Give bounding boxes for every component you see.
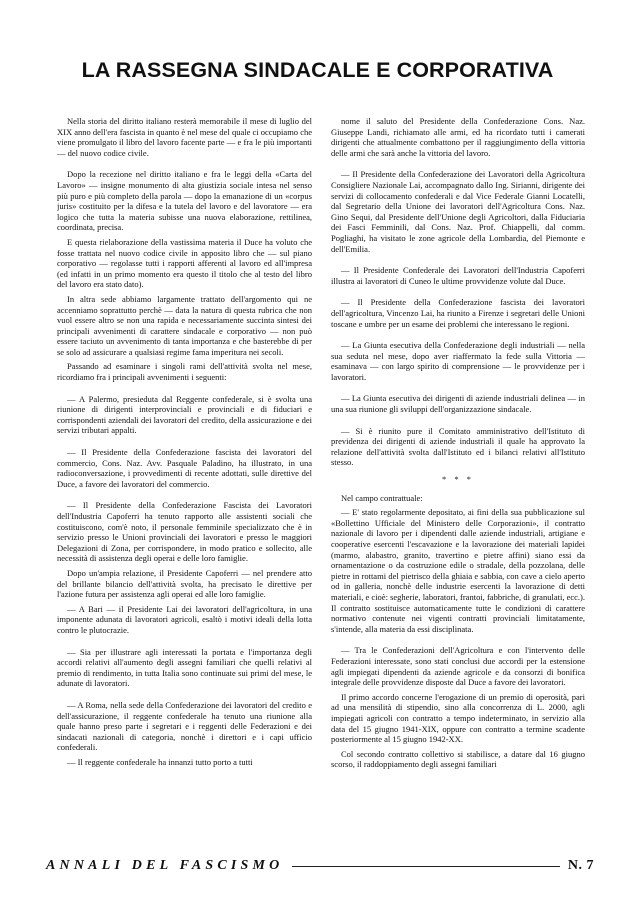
paragraph: Nella storia del diritto italiano resterà memorabile il mese di luglio del XIX anno dell'era fascista in quanto è nel mese del quale ci occupiamo che viene promulgato il libro del lavoro facente parte — e fra le più importanti — del nuovo codice civile. (57, 116, 312, 158)
paragraph: — La Giunta esecutiva della Confederazione degli industriali — nella sua seduta nel mese, dopo aver riaffermato la fede sulla Vittoria — esaminava — con largo spirito di comprensione — le provvidenze per i lavoratori. (331, 340, 585, 382)
issue-number: N. 7 (567, 858, 594, 873)
journal-name: ANNALI DEL FASCISMO (46, 858, 284, 873)
paragraph: — E' stato regolarmente depositato, ai fini della sua pubblicazione sul «Bollettino Ufficiale del Ministero delle Corporazioni», il contratto nazionale di lavoro per i dipendenti dalle aziende industriali, artigiane e cooperative esercenti l'escavazione e la lavorazione dei materiali lapidei (marmo, alabastro, granito, travertino e pietre affini) siano essi da ornamentazione o da costruzione edile o stradale, della pozzolana, delle pietre in rottami del pietrisco della ghiaia e sabbia, con cave a cielo aperto od in galleria, nonchè delle industrie esercenti la lavorazione di detti materiali, e cioè: segherie, laboratori, frantoi, fabbriche, di granulati, ecc.). Il contratto sostituisce automaticamente tutte le condizioni di carattere normativo contenute nei vigenti contratti provinciali limitatamente, s'intende, alla materia da essi disciplinata. (331, 507, 585, 634)
paragraph: Dopo la recezione nel diritto italiano e fra le leggi della «Carta del Lavoro» — insigne monumento di alta giustizia sociale intesa nel senso più puro e più completo della parola — dopo la emanazione di un «corpus juris» costituito per la difesa e la tutela del lavoro e del lavoratore — era logico che tutta la materia subisse una nuova elaborazione, rettilinea, coordinata, precisa. (57, 169, 312, 233)
paragraph: — La Giunta esecutiva dei dirigenti di aziende industriali delinea — in una sua riunione gli sviluppi dell'organizzazione sindacale. (331, 393, 585, 415)
paragraph: Il primo accordo concerne l'erogazione di un premio di operosità, pari ad una mensilità di stipendio, sino alla concorrenza di L. 2000, agli impiegati agricoli con contratto a tempo indeterminato, in servizio alla data del 15 giugno 1941-XIX, oppure con contratto a termine scadente posteriormente al 15 giugno 1942-XX. (331, 691, 585, 745)
paragraph: — Il reggente confederale ha innanzi tutto porto a tutti (67, 756, 253, 767)
paragraph: — Sia per illustrare agli interessati la portata e l'importanza degli accordi relativi all'aumento degli assegni familiari che quelli relativi al premio di rendimento, in tutta Italia sono continuate sui primi del mese, le adunate di lavoratori. (57, 646, 312, 689)
paragraph: — Si è riunito pure il Comitato amministrativo dell'Istituto di previdenza dei dirigenti di aziende industriali il quale ha approvato la relazione dell'attività svolta dall'Istituto ed i bilanci relativi all'Istituto stesso. (331, 425, 585, 468)
paragraph: Passando ad esaminare i singoli rami dell'attività svolta nel mese, ricordiamo fra i principali avvenimenti i seguenti: (57, 361, 312, 383)
footer-rule (292, 866, 560, 867)
paragraph: — Il Presidente della Confederazione Fascista dei Lavoratori dell'Industria Capoferri ha tenuto rapporto alle assistenti sociali che costituiscono, com'è noto, il personale femminile specializzato che è in servizio presso le Unioni provinciali dei lavoratori e presso le maggiori Delegazioni di Zona, per corrispondere, in modo pratico e sollecito, alle necessità di assistenza degli operai e delle loro famiglie. (57, 500, 312, 564)
paragraph: Dopo un'ampia relazione, il Presidente Capoferri — nel prendere atto del brillante bilancio dell'attività svolta, ha precisato le direttive per l'azione futura per assistenza agli operai ed alle loro famiglie. (57, 567, 312, 600)
paragraph: — Tra le Confederazioni dell'Agricoltura e con l'intervento delle Federazioni interessate, sono stati conclusi due accordi per la estensione agli impiegati dipendenti da aziende agricole e da consorzi di bonifica integrale delle provvidenze disposte dal Duce a favore dei lavoratori. (331, 645, 585, 688)
paragraph: — Il Presidente della Confederazione fascista dei lavoratori del commercio, Cons. Naz. Avv. Pasquale Paladino, ha illustrato, in una radioconversazione, i provvedimenti di recente adottati, sulle direttive del Duce, a favore dei lavoratori del commercio. (57, 447, 312, 489)
paragraph: — Il Presidente Confederale dei Lavoratori dell'Industria Capoferri illustra ai lavoratori di Cuneo le ultime provvidenze volute dal Duce. (331, 265, 585, 286)
page-footer (46, 858, 594, 874)
paragraph: — A Roma, nella sede della Confederazione dei lavoratori del credito e dell'assicurazione, il reggente confederale ha tenuto una riunione alla quale hanno preso parte i segretari e i reggenti delle Federazioni e dei sindacati nazionali di categoria, nonchè i direttori e i capi ufficio confederali. (57, 699, 312, 753)
paragraph: — Il Presidente della Confederazione fascista dei lavoratori dell'agricoltura, Vincenzo Lai, ha riunito a Firenze i segretari delle Unioni toscane e umbre per un esame dei problemi che interessano le regioni. (331, 297, 585, 329)
paragraph: Col secondo contratto collettivo si stabilisce, a datare dal 16 giugno scorso, il raddoppiamento degli assegni familiari (331, 748, 585, 770)
paragraph: In altra sede abbiamo largamente trattato dell'argomento qui ne accenniamo soprattutto perchè — data la natura di questa rubrica che non vuol essere altro se non una rapida e necessariamente succinta sintesi dei principali avvenimenti di carattere sindacale e corporativo — non può essere taciuto un avvenimento di tanta importanza e che basterebbe di per se solo ad assicurare a qualsiasi regime fama imperitura nei secoli. (57, 293, 312, 357)
article-title: LA RASSEGNA SINDACALE E CORPORATIVA (81, 58, 554, 82)
paragraph: nome il saluto del Presidente della Confederazione Cons. Naz. Giuseppe Landi, richiamato alle armi, ed ha ricordato tutti i camerati dirigenti che attualmente combattono per il raggiungimento della vittoria delle armi che sarà anche la vittoria del lavoro. (331, 116, 585, 158)
paragraph: — A Palermo, presieduta dal Reggente confederale, si è svolta una riunione di dirigenti interprovinciali e provinciali e di fiduciari e corrispondenti aziendali dei lavoratori del credito, della assicurazione e dei servizi tributari appalti. (57, 393, 312, 436)
left-column (57, 116, 312, 848)
paragraph: — Il Presidente della Confederazione dei Lavoratori della Agricoltura Consigliere Nazionale Lai, accompagnato dallo Ing. Sirianni, dirigente dei servizi di collocamento confederali e dal Vice Federale Gianni Locatelli, dal Segretario della Unione dei lavoratori dell'Agricoltura Cons. Naz. Gino Sequi, dal Presidente dell'Unione degli Agricoltori, dalla Fiduciaria dei Fasci Femminili, dal Cons. Naz. Prof. Chiappelli, dal comm. Pogliaghi, ha visitato le zone agricole della Lombardia, del Piemonte e dell'Emilia. (331, 169, 585, 254)
section-separator: * * * (442, 474, 474, 485)
paragraph: — A Bari — il Presidente Lai dei lavoratori dell'agricoltura, in una imponente adunata di lavoratori agricoli, esaltò i motivi ideali della lotta contro le plutocrazie. (57, 603, 312, 635)
right-column (331, 116, 585, 848)
paragraph: Nel campo contrattuale: (341, 492, 423, 503)
paragraph: E questa rielaborazione della vastissima materia il Duce ha voluto che fosse trattata nel nuovo codice civile in apposito libro che — sul piano corporativo — regolasse tutti i rapporti afferenti al lavoro ed all'impresa (ed infatti in un primo momento era questo il titolo che al testo del libro del lavoro era stato dato). (57, 236, 312, 290)
